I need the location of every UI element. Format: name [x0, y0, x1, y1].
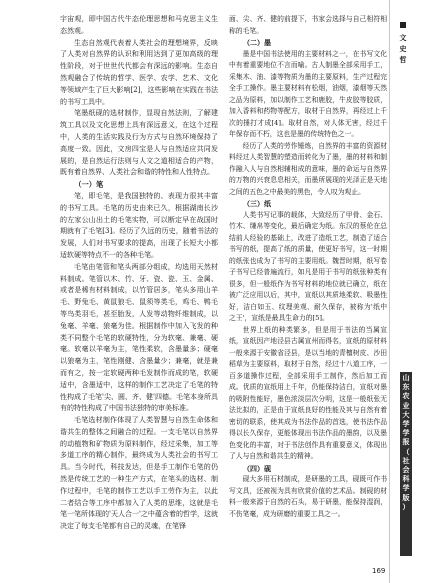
journal-name-char: 科 — [402, 475, 410, 484]
right-text-column — [229, 14, 387, 520]
square-bullet-icon — [400, 22, 406, 28]
journal-name-char: 农 — [402, 392, 410, 401]
body-paragraph: 砚大多用石材制成，是研墨的工具，砚既可作书写文具，还被视为具有欣赏价值的艺术品。制砚的材料一般来源于自然的石头，易于研墨，能保持湿润，不伤笔毫，成为研磨的重要工具之一。 — [229, 475, 387, 518]
journal-name-char: 东 — [402, 383, 410, 392]
section-heading: （二）墨 — [243, 38, 271, 47]
body-paragraph: 世界上纸的种类繁多，但是用于书法的当属宣纸，宣纸因产地泾县古属宣州而得名，宣纸的原材料一般来源于安徽省泾县，是以当地的青檀树皮、沙田稻草为主要原料，取材于自然，经过十八道工序，一百多道操作过程，全部采用手工制作，然后加工而成。优质的宣纸用上千年，仍能保持洁白，宣纸对墨的吸附性能好，墨色浓淡层次分明，这是一般纸张无法比拟的，正是由于宣纸良好的性能及其与自然有着密切的联系，使其成为书法作品的首选，使书法作品得以长久保存，更能体现出书法作品的墨韵，以及墨色变化的丰富，对于书法创作具有重要意义，体现出了人与自然和谐共生的精神。 — [229, 325, 387, 460]
body-paragraph: 笔，即毛笔，是我国独特的、表现力很其丰富的书写工具。毛笔的历史由来已久，根据湖南长沙的左家公山出土的毛笔实物，可以断定早在战国时期就有了毛笔[3]。经历了久远的历史，随着书法的发展，人们对书写要求的提高，出现了长短大小都适软硬等特点不一的各种毛笔。 — [60, 191, 218, 259]
section-label-char: 哲 — [399, 55, 407, 64]
journal-name-char: 学 — [402, 420, 410, 429]
body-paragraph: 宇宙观，即中国古代牛态伦理思想和马克思主义生态然观。 — [60, 15, 218, 35]
journal-name-char: 山 — [402, 374, 410, 382]
body-paragraph: 毛笔选材制作体现了人类智慧与自然生命体和谐共生的整体之间融合的过程。一支毛笔以自然界的动植物和矿物质为原料制作，经过采集，加工等多道工序的精心制作，最终成为人类社会的书写工具。当今时代，科技发达，但是手工制作毛笔的仍然是传统工艺的一种生产方式，在笔头的选材、制作过程中，毛笔的制作工艺以手工劳作为主，以此二者结合等工序中都加入了人类的思维，这就是毛笔一笔所体现的'天人合一'之中蕴含着的哲学，这就决定了每支毛笔都有自己的灵魂，在笔锋 — [60, 416, 218, 531]
section-label-char: 文 — [399, 33, 407, 42]
margin-divider — [389, 0, 390, 583]
journal-name-char: 业 — [402, 401, 410, 410]
journal-name-tab — [400, 372, 412, 556]
journal-name-char: （ — [402, 447, 410, 456]
body-paragraph: 经历了人类的劳作锤炼，自然界的丰富的资源材料经过人类智慧的塑造而转化为了墨，墨的材料和制作融入人与自然相辅相成的意味，墨的命运与自然界的万物的兴衰息息相关，而墨所展现的光泽正是天地之间的五色之中最美的黑色，令人叹为观止。 — [229, 141, 387, 196]
journal-name-char: ） — [402, 502, 410, 511]
body-paragraph: 面、尖、齐、健的前提下，书家会选择与自己相符相称的毛笔。 — [229, 15, 387, 35]
section-heading: （四）砚 — [243, 463, 271, 473]
body-paragraph: 人类书写记事的载体，大致经历了甲骨、金石、竹木、缣帛等变化，最后确定为纸。东汉的蔡伦在总结前人经验的基础上，改进了造纸工艺，制造了适合书写的纸，提高了纸的质量，使更好书写，这一时期的纸张也成为了书写的主要用纸。魏晋时期，纸写卷子书写已经普遍流行，如凡是用于书写的纸张种类有很多，但一般纸作为书写材料的地位就已确立，纸在被广泛应用以后，其中，宣纸以其质地柔软、吸墨性好，洁白如玉、纹理美观、耐久保存，被称为'纸中之王'，宣纸是最具生命力的[5]。 — [229, 210, 387, 322]
left-text-column — [60, 14, 218, 533]
journal-name-char: 学 — [402, 429, 410, 438]
journal-name-char: 学 — [402, 484, 410, 493]
body-paragraph: 生态自然观代表着人类社会的理想境界，反映了人类对自然界的认识和利用达到了更加高级的理性阶段，对于世世代代都会有深远的影响。生态自然观融合了传统的哲学、医学、农学、艺术、文化等领域产生了巨大影响[2]，这些影响在实践在书法的书写工具中。 — [60, 38, 218, 106]
journal-name-char: 报 — [402, 438, 410, 447]
journal-name-char: 社 — [402, 456, 410, 465]
section-label — [396, 22, 410, 65]
journal-name-char: 会 — [402, 466, 410, 475]
section-heading: （一）笔 — [74, 180, 104, 190]
section-heading: （三）纸 — [243, 199, 271, 208]
journal-name-char: 版 — [402, 493, 410, 502]
section-label-char: 史 — [399, 44, 407, 53]
body-paragraph: 墨是中国书法使用的主要材料之一，在书写文化中有着重要地位不言而喻。古人制墨全部采用手工，采集木、油、漆等物质为墨的主要原料，生产过程完全手工操作。墨主要材料有松烟，油烟，漆烟等天然之品为原料，加以制作工艺和鹿胶，牛皮胶等胶质，加入香料和药物等配方，取材于自然界，再经过上千次的捶打才成[4]。取材自然，对人体无害，经过千年保存而不朽，这也是墨的传统特色之一。 — [229, 49, 387, 138]
body-paragraph: 毛笔由笔管和笔头两部分组成，均选用天然材料制成。笔管以木、竹、牙、瓷、瓷、玉、金属、或者是稀有材料制成，以竹管居多，笔头多用山羊毛、野兔毛、黄鼠狼毛、鼠须等类毛，鸡毛、鸭毛等鸟类羽毛，甚至胎发，人发等动物纤维制成，以兔毫、羊毫、狼毫为佳。根据制作中加入飞发的种类不同整个毛笔的软硬特性，分为软毫、兼毫、硬毫。软毫以羊毫为主，笔性柔软，含墨量多；硬毫以狼毫为主，笔性刚健、含墨量少；兼毫，就是兼而有之，按一定软硬两种毛发制作而成的笔，软硬适中，含墨适中，这样的制作工艺决定了毛笔的特性构成了毛笔'尖、圆、齐、健'四德。毛笔本身所具有的特性构成了中国书法独特的审美标准。 — [60, 262, 218, 413]
journal-name-char: 大 — [402, 410, 410, 419]
page-number: 169 — [372, 567, 386, 575]
body-paragraph: 笔墨纸砚的选材制作，显现自然法则，了解建筑工具以及文化思想上具有深远意义，在这个过程中，人类的生活实践及行为方式与自然环境保持了高度一致。因此，文房四宝是人与自然适应共同发展的，是自然运行法则与人文之道相适合的产物，既有着自然界、人类社会和谐的特性和人性特点。 — [60, 109, 218, 177]
